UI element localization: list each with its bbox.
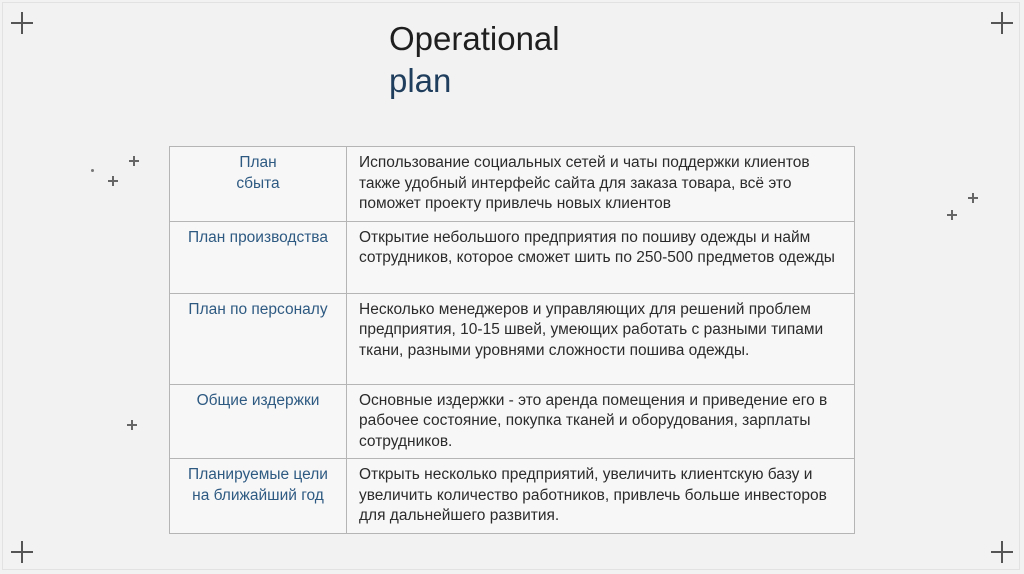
title-line1: Operational (389, 20, 560, 57)
row-description: Открыть несколько предприятий, увеличить клиентскую базу и увеличить количество работников, привлечь больше инвесторов для дальнейшего развития. (347, 459, 855, 534)
operational-plan-table (169, 146, 855, 534)
sparkle-plus-icon (947, 210, 957, 220)
sparkle-plus-icon (129, 156, 139, 166)
corner-plus-icon (991, 12, 1013, 34)
sparkle-dot-icon (91, 169, 94, 172)
corner-plus-icon (991, 541, 1013, 563)
table-row (170, 147, 855, 222)
row-description: Несколько менеджеров и управляющих для решений проблем предприятия, 10-15 швей, умеющих работать с разными типами ткани, разными уровнями сложности пошива одежды. (347, 293, 855, 384)
table-row (170, 221, 855, 293)
row-label: План сбыта (170, 147, 347, 222)
row-label: Общие издержки (170, 384, 347, 459)
row-label: План производства (170, 221, 347, 293)
table-row (170, 459, 855, 534)
sparkle-plus-icon (127, 420, 137, 430)
slide-title (389, 18, 560, 102)
row-label: План по персоналу (170, 293, 347, 384)
row-description: Основные издержки - это аренда помещения и приведение его в рабочее состояние, покупка тканей и оборудования, зарплаты сотрудников. (347, 384, 855, 459)
table-row (170, 293, 855, 384)
sparkle-plus-icon (968, 193, 978, 203)
corner-plus-icon (11, 541, 33, 563)
row-label: Планируемые цели на ближайший год (170, 459, 347, 534)
sparkle-plus-icon (108, 176, 118, 186)
row-description: Использование социальных сетей и чаты поддержки клиентов также удобный интерфейс сайта для заказа товара, всё это поможет проекту привлечь новых клиентов (347, 147, 855, 222)
row-description: Открытие небольшого предприятия по пошиву одежды и найм сотрудников, которое сможет шить по 250-500 предметов одежды (347, 221, 855, 293)
title-line2: plan (389, 62, 452, 99)
table-row (170, 384, 855, 459)
corner-plus-icon (11, 12, 33, 34)
